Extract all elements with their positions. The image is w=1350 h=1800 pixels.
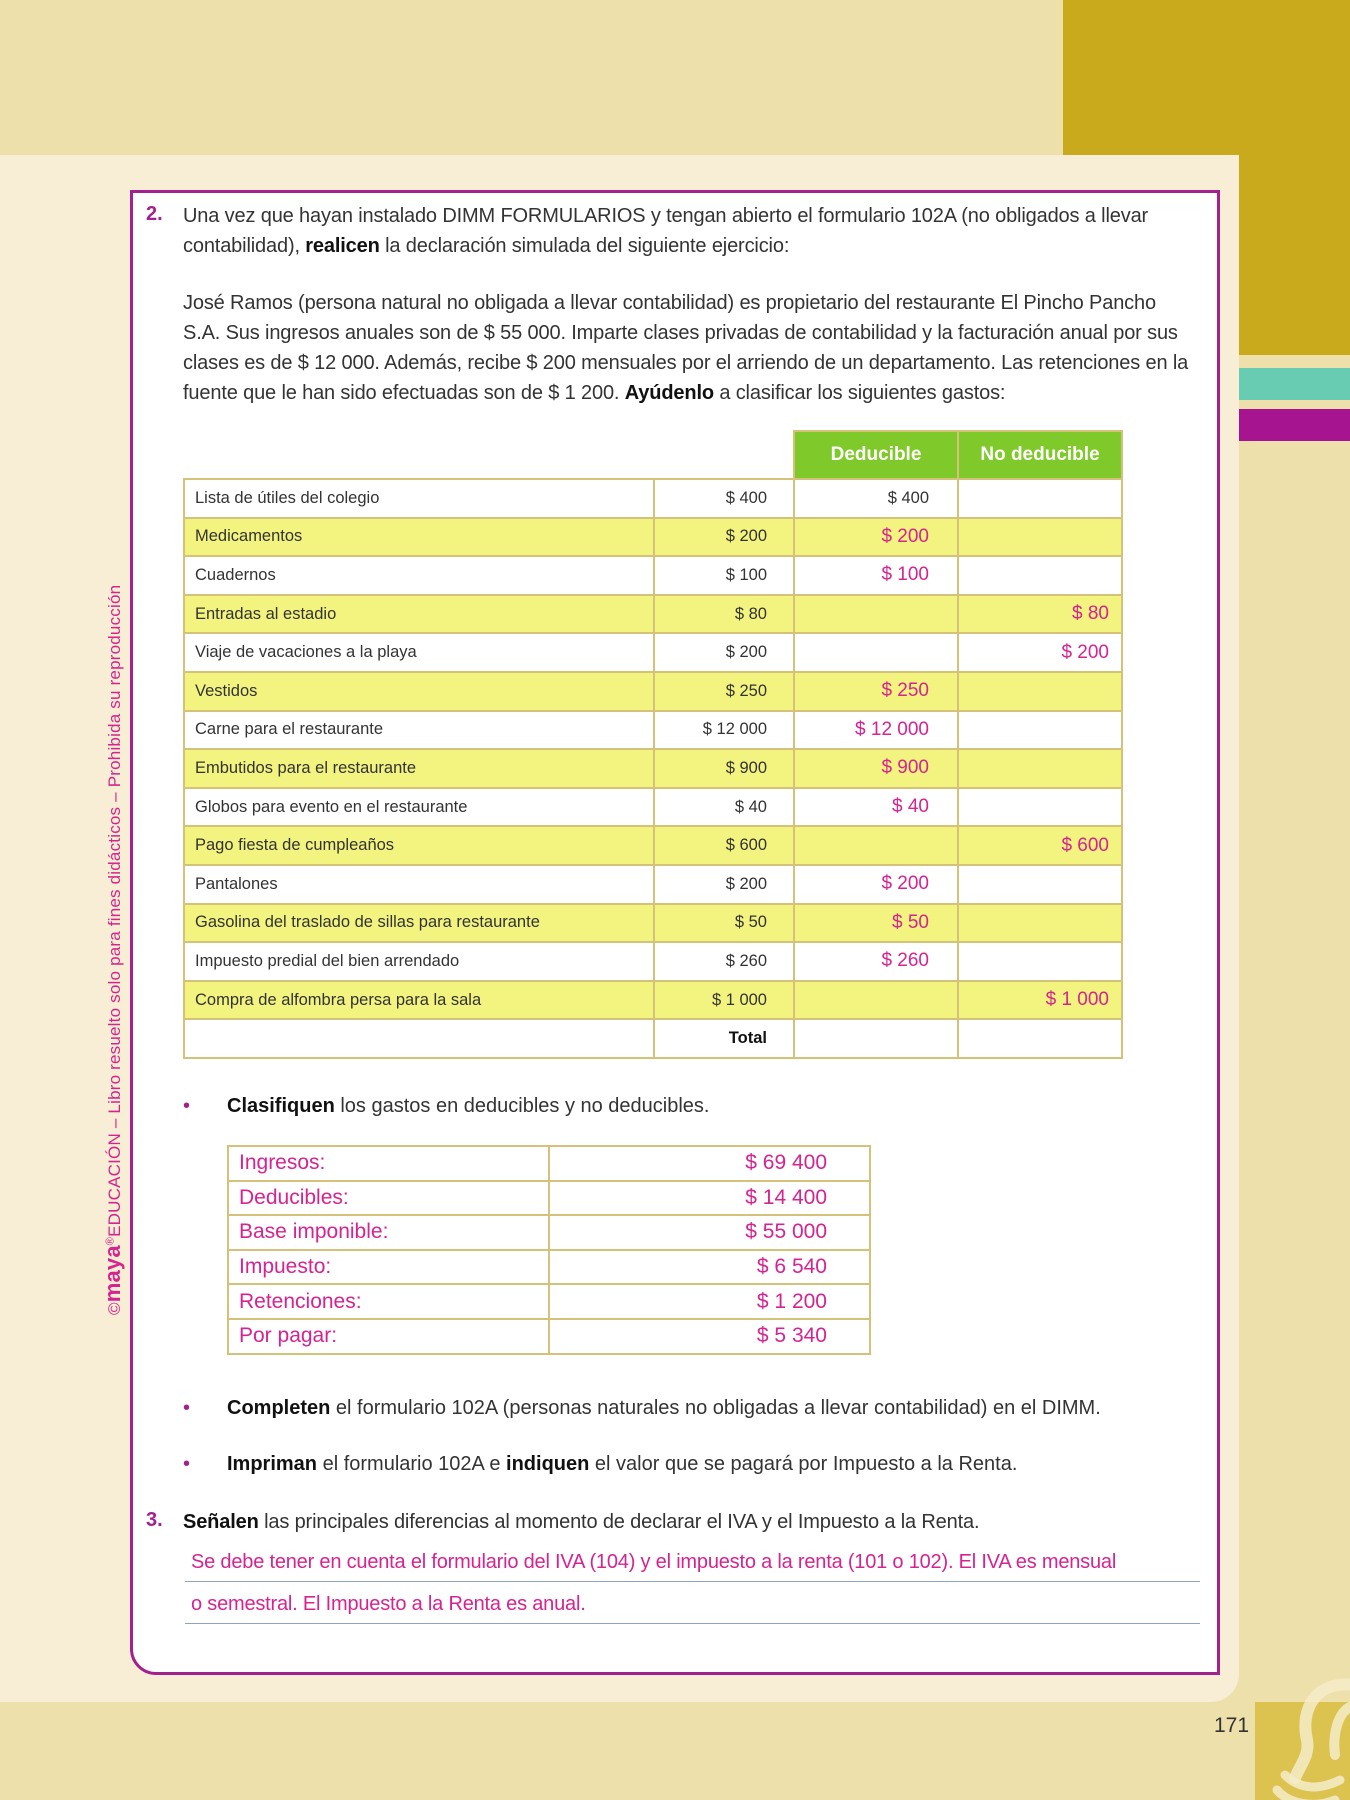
verb-realicen: realicen bbox=[305, 235, 380, 257]
table-row bbox=[184, 865, 1122, 904]
amount-cell: $ 200 bbox=[654, 865, 794, 904]
item-cell: Viaje de vacaciones a la playa bbox=[184, 633, 654, 672]
header-deducible: Deducible bbox=[794, 431, 958, 479]
deducible-cell[interactable]: $ 12 000 bbox=[794, 711, 958, 750]
no-deducible-cell[interactable]: $ 200 bbox=[958, 633, 1122, 672]
summary-value[interactable]: $ 1 200 bbox=[549, 1284, 870, 1319]
no-deducible-cell[interactable] bbox=[958, 942, 1122, 981]
no-deducible-cell[interactable] bbox=[958, 556, 1122, 595]
deducible-cell[interactable]: $ 100 bbox=[794, 556, 958, 595]
page-number: 171 bbox=[1214, 1714, 1250, 1737]
table-row bbox=[184, 672, 1122, 711]
item-cell: Medicamentos bbox=[184, 518, 654, 557]
item-cell: Compra de alfombra persa para la sala bbox=[184, 981, 654, 1020]
amount-cell: $ 600 bbox=[654, 826, 794, 865]
total-label: Total bbox=[654, 1019, 794, 1058]
item-cell: Globos para evento en el restaurante bbox=[184, 788, 654, 827]
amount-cell: $ 200 bbox=[654, 518, 794, 557]
deducible-cell[interactable]: $ 200 bbox=[794, 518, 958, 557]
amount-cell: $ 80 bbox=[654, 595, 794, 634]
bullet-impriman: • Impriman el formulario 102A e indiquen el valor que se pagará por Impuesto a la Renta. bbox=[183, 1453, 1018, 1475]
amount-cell: $ 250 bbox=[654, 672, 794, 711]
bullet-dot-icon: • bbox=[183, 1095, 191, 1117]
lightbulb-icon bbox=[1255, 1630, 1350, 1800]
item-cell: Entradas al estadio bbox=[184, 595, 654, 634]
summary-value[interactable]: $ 55 000 bbox=[549, 1215, 870, 1250]
deducible-cell[interactable]: $ 400 bbox=[794, 479, 958, 518]
deducible-cell[interactable]: $ 40 bbox=[794, 788, 958, 827]
no-deducible-cell[interactable] bbox=[958, 479, 1122, 518]
bullet-dot-icon: • bbox=[183, 1397, 191, 1419]
scenario-line-1: José Ramos (persona natural no obligada a llevar contabilidad) es propietario del restaurante El Pincho Pancho bbox=[183, 292, 1156, 314]
no-deducible-cell[interactable] bbox=[958, 672, 1122, 711]
answer-line-2[interactable]: o semestral. El Impuesto a la Renta es anual. bbox=[185, 1584, 1200, 1624]
tax-summary-table bbox=[227, 1145, 871, 1355]
table-row bbox=[184, 788, 1122, 827]
deducible-cell[interactable] bbox=[794, 595, 958, 634]
amount-cell: $ 900 bbox=[654, 749, 794, 788]
verb-ayudenlo: Ayúdenlo bbox=[624, 382, 714, 404]
table-row bbox=[184, 479, 1122, 518]
intro-line-2: contabilidad), realicen la declaración simulada del siguiente ejercicio: bbox=[183, 235, 790, 257]
amount-cell: $ 40 bbox=[654, 788, 794, 827]
table-row bbox=[184, 633, 1122, 672]
item-cell: Embutidos para el restaurante bbox=[184, 749, 654, 788]
brand-logo: maya bbox=[100, 1245, 125, 1303]
item-cell: Gasolina del traslado de sillas para restaurante bbox=[184, 904, 654, 943]
summary-label: Por pagar: bbox=[228, 1319, 549, 1354]
summary-row-base-imponible bbox=[228, 1215, 870, 1250]
summary-label: Retenciones: bbox=[228, 1284, 549, 1319]
no-deducible-cell[interactable]: $ 80 bbox=[958, 595, 1122, 634]
copyright-side-note bbox=[100, 585, 126, 1315]
summary-label: Base imponible: bbox=[228, 1215, 549, 1250]
summary-row-ingresos bbox=[228, 1146, 870, 1181]
item-cell: Vestidos bbox=[184, 672, 654, 711]
header-blank-amount bbox=[654, 431, 794, 479]
no-deducible-cell[interactable] bbox=[958, 749, 1122, 788]
table-row bbox=[184, 518, 1122, 557]
amount-cell: $ 260 bbox=[654, 942, 794, 981]
item-cell: Lista de útiles del colegio bbox=[184, 479, 654, 518]
bullet-clasifiquen: • Clasifiquen los gastos en deducibles y no deducibles. bbox=[183, 1095, 710, 1117]
deducible-cell[interactable]: $ 50 bbox=[794, 904, 958, 943]
table-row bbox=[184, 826, 1122, 865]
no-deducible-cell[interactable] bbox=[958, 518, 1122, 557]
deducible-cell[interactable]: $ 200 bbox=[794, 865, 958, 904]
table-header-row bbox=[184, 431, 1122, 479]
item-cell: Pantalones bbox=[184, 865, 654, 904]
deducible-cell[interactable]: $ 250 bbox=[794, 672, 958, 711]
no-deducible-cell[interactable] bbox=[958, 904, 1122, 943]
deducible-cell[interactable]: $ 900 bbox=[794, 749, 958, 788]
table-row bbox=[184, 981, 1122, 1020]
item-cell: Impuesto predial del bien arrendado bbox=[184, 942, 654, 981]
deducible-cell[interactable] bbox=[794, 633, 958, 672]
question-2-intro bbox=[183, 201, 1208, 261]
copyright-symbol: © bbox=[105, 1302, 124, 1315]
item-cell: Pago fiesta de cumpleaños bbox=[184, 826, 654, 865]
summary-value[interactable]: $ 14 400 bbox=[549, 1181, 870, 1216]
total-row bbox=[184, 1019, 1122, 1058]
scenario-line-3: clases es de $ 12 000. Además, recibe $ 200 mensuales por el arriendo de un departamento. Las retenciones en la bbox=[183, 352, 1189, 374]
deducible-cell[interactable] bbox=[794, 826, 958, 865]
summary-row-por-pagar bbox=[228, 1319, 870, 1354]
summary-row-impuesto bbox=[228, 1250, 870, 1285]
summary-value[interactable]: $ 69 400 bbox=[549, 1146, 870, 1181]
no-deducible-cell[interactable]: $ 1 000 bbox=[958, 981, 1122, 1020]
bullet-dot-icon: • bbox=[183, 1453, 191, 1475]
bullet-completen: • Completen el formulario 102A (personas naturales no obligadas a llevar contabilidad) en el DIMM. bbox=[183, 1397, 1101, 1419]
amount-cell: $ 400 bbox=[654, 479, 794, 518]
table-row bbox=[184, 749, 1122, 788]
teal-tab-stripe bbox=[1239, 368, 1350, 400]
magenta-tab-stripe bbox=[1239, 409, 1350, 441]
item-cell: Carne para el restaurante bbox=[184, 711, 654, 750]
summary-label: Ingresos: bbox=[228, 1146, 549, 1181]
table-row bbox=[184, 711, 1122, 750]
summary-label: Impuesto: bbox=[228, 1250, 549, 1285]
total-blank-cell bbox=[184, 1019, 654, 1058]
table-row bbox=[184, 942, 1122, 981]
verb-senalen: Señalen bbox=[183, 1511, 259, 1533]
question-3-prompt: Señalen las principales diferencias al momento de declarar el IVA y el Impuesto a la Renta. bbox=[183, 1511, 980, 1533]
registered-mark: ® bbox=[104, 1236, 117, 1246]
header-no-deducible: No deducible bbox=[958, 431, 1122, 479]
table-row bbox=[184, 556, 1122, 595]
header-blank-item bbox=[184, 431, 654, 479]
summary-row-deducibles bbox=[228, 1181, 870, 1216]
summary-value[interactable]: $ 6 540 bbox=[549, 1250, 870, 1285]
no-deducible-cell[interactable]: $ 600 bbox=[958, 826, 1122, 865]
amount-cell: $ 100 bbox=[654, 556, 794, 595]
amount-cell: $ 200 bbox=[654, 633, 794, 672]
no-deducible-cell[interactable] bbox=[958, 865, 1122, 904]
intro-line-1: Una vez que hayan instalado DIMM FORMULARIOS y tengan abierto el formulario 102A (no obligados a llevar bbox=[183, 205, 1149, 227]
table-row bbox=[184, 595, 1122, 634]
scenario-line-2: S.A. Sus ingresos anuales son de $ 55 000. Imparte clases privadas de contabilidad y la facturación anual por sus bbox=[183, 322, 1178, 344]
answer-line-1[interactable]: Se debe tener en cuenta el formulario del IVA (104) y el impuesto a la renta (101 o 102). El IVA es mensual bbox=[185, 1542, 1200, 1582]
total-deducible-cell[interactable] bbox=[794, 1019, 958, 1058]
summary-label: Deducibles: bbox=[228, 1181, 549, 1216]
amount-cell: $ 12 000 bbox=[654, 711, 794, 750]
copyright-text: EDUCACIÓN – Libro resuelto solo para fines didácticos – Prohibida su reproducción bbox=[105, 584, 124, 1237]
expenses-table bbox=[183, 430, 1123, 1059]
amount-cell: $ 50 bbox=[654, 904, 794, 943]
deducible-cell[interactable]: $ 260 bbox=[794, 942, 958, 981]
summary-value[interactable]: $ 5 340 bbox=[549, 1319, 870, 1354]
no-deducible-cell[interactable] bbox=[958, 788, 1122, 827]
deducible-cell[interactable] bbox=[794, 981, 958, 1020]
item-cell: Cuadernos bbox=[184, 556, 654, 595]
question-3-number: 3. bbox=[146, 1509, 163, 1531]
total-no-deducible-cell[interactable] bbox=[958, 1019, 1122, 1058]
question-2-number: 2. bbox=[146, 203, 163, 225]
no-deducible-cell[interactable] bbox=[958, 711, 1122, 750]
scenario-line-4: fuente que le han sido efectuadas son de $ 1 200. Ayúdenlo a clasificar los siguientes gastos: bbox=[183, 382, 1006, 404]
scenario-paragraph bbox=[183, 288, 1208, 408]
amount-cell: $ 1 000 bbox=[654, 981, 794, 1020]
table-row bbox=[184, 904, 1122, 943]
summary-row-retenciones bbox=[228, 1284, 870, 1319]
